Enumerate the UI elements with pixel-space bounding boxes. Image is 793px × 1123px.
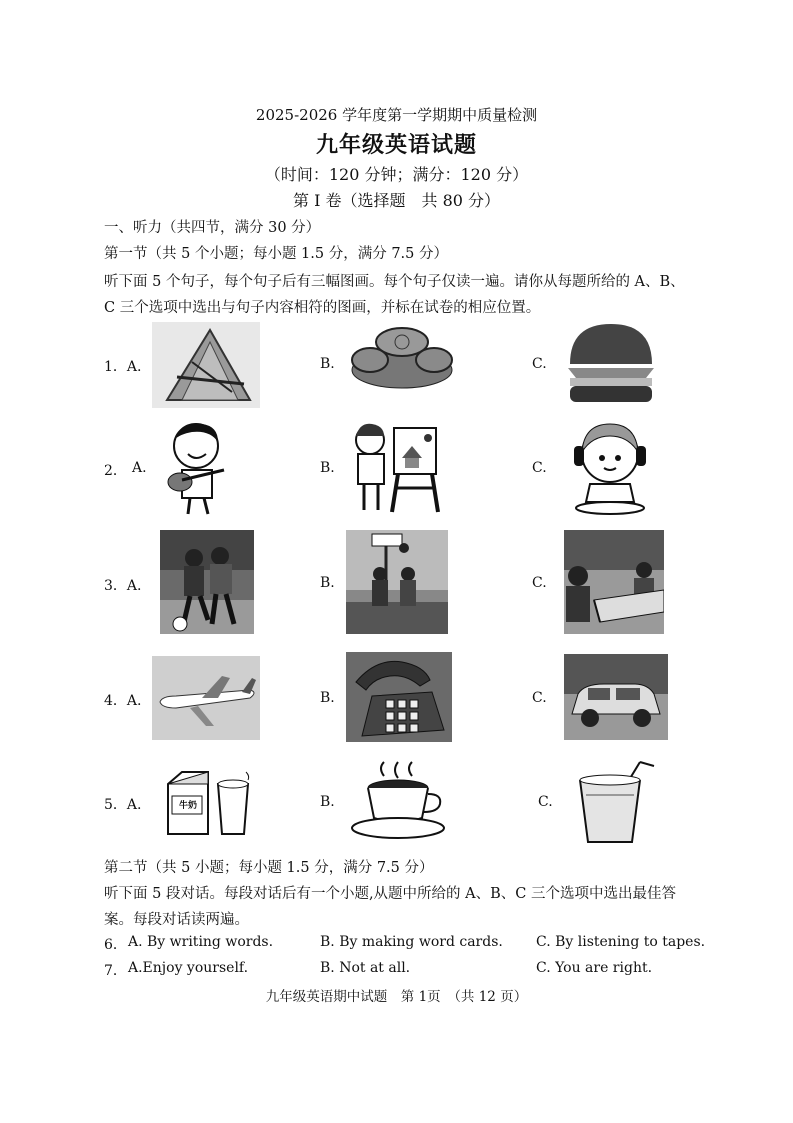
exam-title: 九年级英语试题 — [315, 132, 477, 158]
q5-b-label: B. — [320, 794, 335, 810]
section1-heading: 第一节（共 5 个小题；每小题 1.5 分，满分 7.5 分） — [104, 246, 448, 262]
q3-label: 3．A. — [104, 578, 142, 594]
exam-meta: （时间：120 分钟；满分：120 分） — [264, 165, 529, 184]
juice-picture — [570, 758, 656, 844]
q7-option-a: A.Enjoy yourself. — [128, 960, 249, 976]
q3-b-label: B. — [320, 575, 335, 591]
ping-pong-picture — [564, 530, 664, 634]
q4-label: 4．A. — [104, 693, 142, 709]
milk-label: 牛奶 — [178, 801, 197, 811]
q2-b-label: B. — [320, 460, 335, 476]
q7-option-c: C. You are right. — [536, 960, 653, 976]
q6-label: 6． — [104, 937, 127, 953]
mooncakes-picture — [350, 320, 454, 392]
q6-option-b: B. By making word cards. — [320, 934, 503, 950]
coffee-picture — [348, 760, 448, 846]
soccer-picture — [160, 530, 254, 634]
q4-c-label: C. — [532, 690, 547, 706]
q2-c-label: C. — [532, 460, 547, 476]
boy-guitar-picture — [152, 418, 236, 516]
section2-instruction-2: 案。每段对话读两遍。 — [104, 912, 249, 928]
q2-label: 2． — [104, 463, 127, 479]
boy-painting-picture — [350, 418, 442, 516]
hamburger-picture — [566, 320, 656, 404]
car-picture — [564, 654, 668, 740]
section1-instruction-2: C 三个选项中选出与句子内容相符的图画，并标在试卷的相应位置。 — [104, 300, 541, 316]
part1-heading: 一、听力（共四节，满分 30 分） — [104, 220, 321, 236]
q7-option-b: B. Not at all. — [320, 960, 411, 976]
q5-c-label: C. — [538, 794, 553, 810]
q5-label: 5．A. — [104, 797, 142, 813]
zongzi-picture — [152, 322, 260, 408]
telephone-picture — [346, 652, 452, 742]
q2-a-label: A. — [132, 460, 147, 476]
girl-headphones-picture — [572, 418, 648, 516]
q1-label: 1．A. — [104, 359, 142, 375]
section2-instruction-1: 听下面 5 段对话。每段对话后有一个小题,从题中所给的 A、B、C 三个选项中选出最佳答 — [104, 886, 676, 902]
page-footer: 九年级英语期中试题 第 1页 （共 12 页） — [265, 989, 528, 1005]
q1-b-label: B. — [320, 356, 335, 372]
q3-c-label: C. — [532, 575, 547, 591]
section2-heading: 第二节（共 5 小题；每小题 1.5 分，满分 7.5 分） — [104, 860, 434, 876]
q6-option-c: C. By listening to tapes. — [536, 934, 706, 950]
milk-picture — [164, 768, 254, 838]
q4-b-label: B. — [320, 690, 335, 706]
q1-c-label: C. — [532, 356, 547, 372]
basketball-picture — [346, 530, 448, 634]
q6-option-a: A. By writing words. — [128, 934, 274, 950]
section1-instruction-1: 听下面 5 个句子，每个句子后有三幅图画。每个句子仅读一遍。请你从每题所给的 A、B、 — [104, 274, 685, 290]
airplane-picture — [152, 656, 260, 740]
exam-term: 2025-2026 学年度第一学期期中质量检测 — [255, 106, 538, 124]
q7-label: 7． — [104, 963, 127, 979]
volume-heading: 第 I 卷（选择题 共 80 分） — [292, 191, 501, 210]
